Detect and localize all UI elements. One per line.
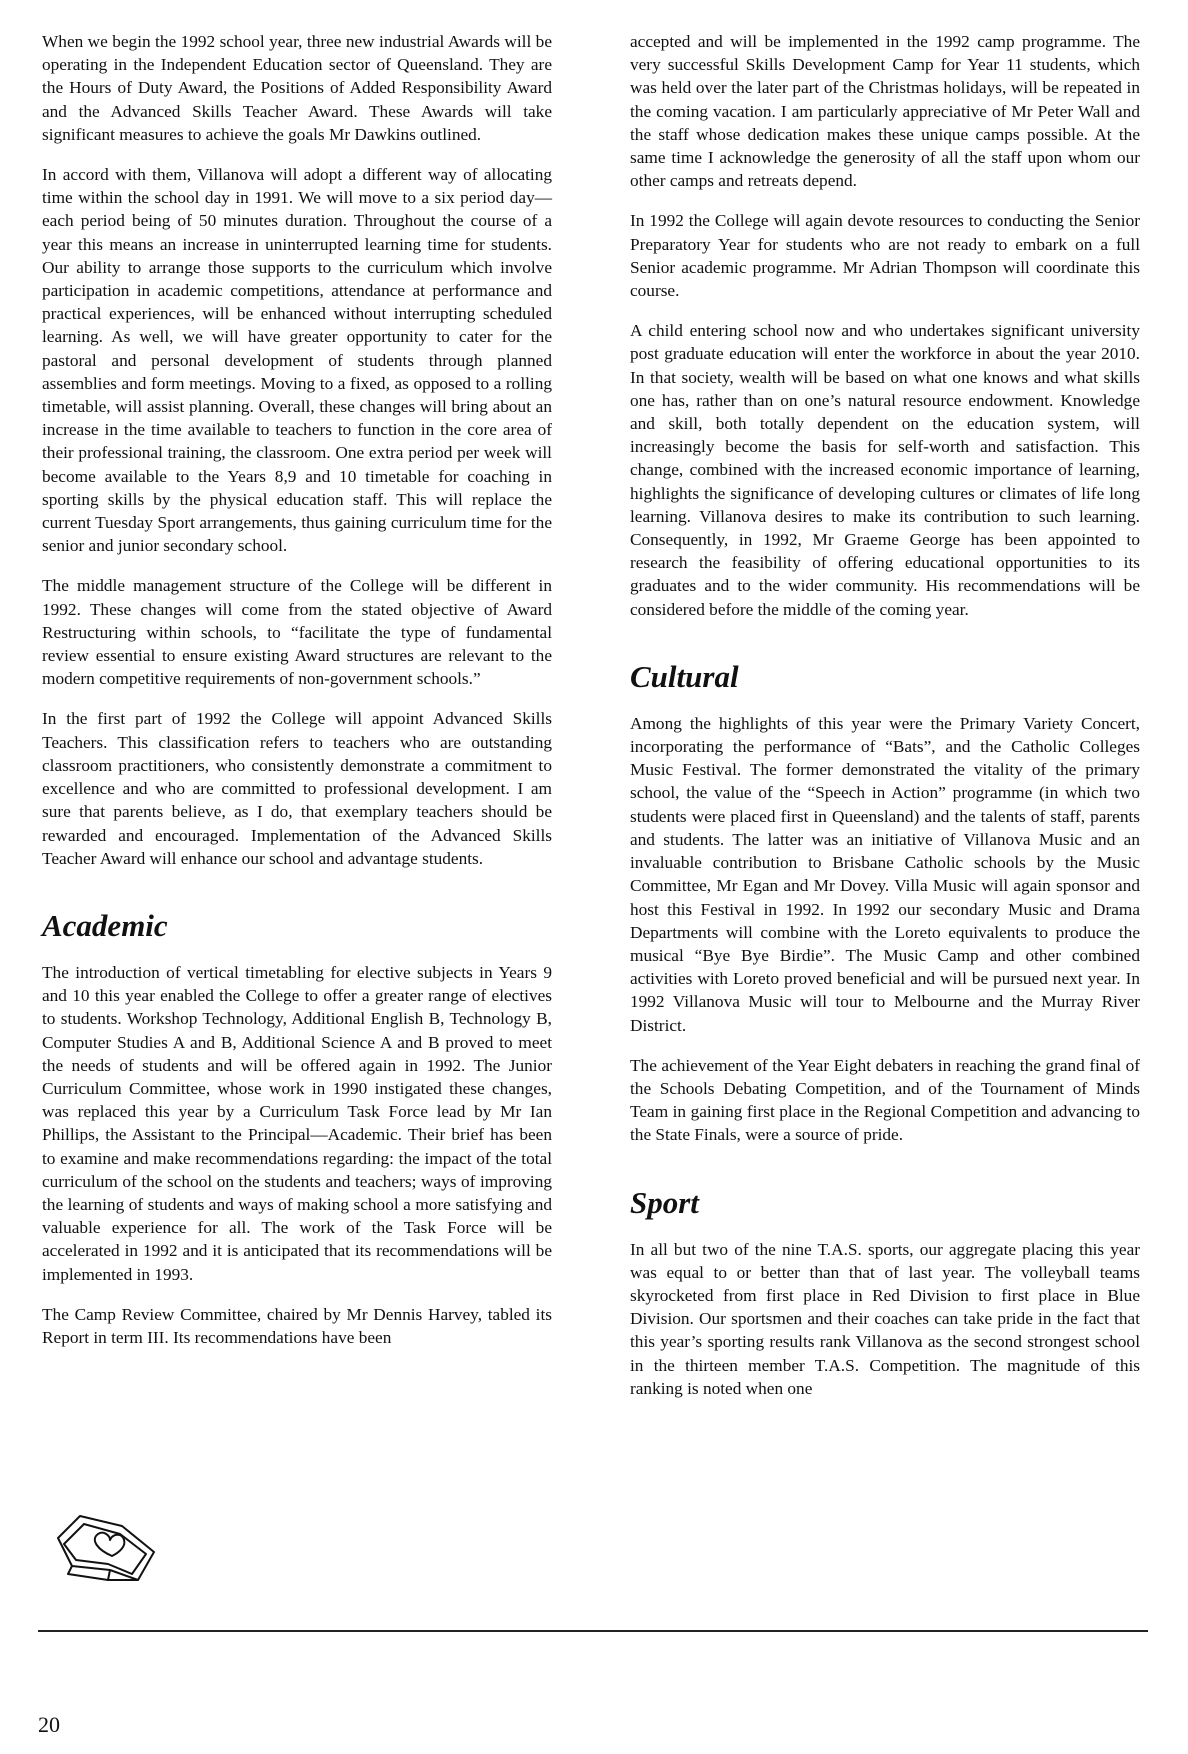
paragraph-advanced-skills: In the first part of 1992 the College will appoint Advanced Skills Teachers. This classification refers to teachers who are outstanding classroom practitioners, who consistently demonstrate a commitment to excellence and who are committed to professional development. I am sure that parents believe, as I do, that exemplary teachers should be rewarded and encouraged. Implementation of the Advanced Skills Teacher Award will enhance our school and advantage students. [42, 709, 552, 868]
paragraph-management: The middle management structure of the College will be different in 1992. These changes will come from the stated objective of Award Restructuring within schools, to “facilitate the type of fundamental review essential to ensure existing Award structures are relevant to the modern competitive requirements of non-government schools.” [42, 576, 552, 689]
paragraph-vertical-timetabling: The introduction of vertical timetabling for elective subjects in Years 9 and 10 this year enabled the College to offer a greater range of electives to students. Workshop Technology, Additional English B, Technology B, Computer Studies A and B, Additional Science A and B proved to meet the needs of students and will be offered again in 1992. The Junior Curriculum Committee, whose work in 1990 instigated these changes, was replaced this year by a Curriculum Task Force lead by Mr Ian Phillips, the Assistant to the Principal—Academic. Their brief has been to examine and make recommendations regarding: the impact of the total curriculum of the school on the students and teachers; ways of improving the learning of students and ways of making school a more satisfying and valuable experience for all. The work of the Task Force will be accelerated in 1992 and it is anticipated that its recommendations will be implemented in 1993. [42, 962, 552, 1284]
right-column [630, 30, 1140, 1417]
cultural-heading: Cultural [630, 658, 739, 694]
paragraph-awards: When we begin the 1992 school year, three new industrial Awards will be operating in the Independent Education sector of Queensland. They are the Hours of Duty Award, the Positions of Added Responsibility Award and the Advanced Skills Teacher Award. These Awards will take significant measures to achieve the goals Mr Dawkins outlined. [42, 32, 552, 144]
sport-heading: Sport [630, 1184, 699, 1220]
paragraph-camp-review: The Camp Review Committee, chaired by Mr Dennis Harvey, tabled its Report in term III. Its recommendations have been [42, 1304, 552, 1347]
paragraph-timetable: In accord with them, Villanova will adopt a different way of allocating time within the school day in 1991. We will move to a six period day—each period being of 50 minutes duration. Throughout the course of a year this means an increase in uninterrupted learning time for students. Our ability to arrange those supports to the curriculum which involve participation in academic competitions, attendance at performance and practical experiences, will be enhanced without interrupting scheduled learning. As well, we will have greater opportunity to cater for the pastoral and personal development of students through planned assemblies and form meetings. Moving to a fixed, as opposed to a rolling timetable, will assist planning. Overall, these changes will bring about an increase in the time available to teachers to function in the core area of their professional training, the classroom. One extra period per week will become available to the Years 8,9 and 10 timetable for coaching in sporting skills by the physical education staff. This will replace the current Tuesday Sport arrangements, thus gaining curriculum time for the senior and junior secondary school. [42, 165, 552, 556]
paragraph-senior-preparatory: In 1992 the College will again devote resources to conducting the Senior Preparatory Year for students who are not ready to embark on a full Senior academic programme. Mr Adrian Thompson will coordinate this course. [630, 211, 1140, 301]
footer-rule [38, 1630, 1148, 1632]
paragraph-camp-programme: accepted and will be implemented in the 1992 camp programme. The very successful Skills Development Camp for Year 11 students, which was held over the later part of the Christmas holidays, will be repeated in the coming vacation. I am particularly appreciative of Mr Peter Wall and the staff whose dedication makes these unique camps possible. At the same time I acknowledge the generosity of all the staff upon whom our other camps and retreats depend. [630, 32, 1140, 191]
left-column [42, 30, 552, 1366]
page-number: 20 [38, 1712, 60, 1737]
academic-heading: Academic [42, 907, 168, 943]
paragraph-tas-sports: In all but two of the nine T.A.S. sports, our aggregate placing this year was equal to or better than that of last year. The volleyball teams skyrocketed from first place in Red Division to first place in Blue Division. Our sportsmen and their coaches can take pride in the fact that this year’s sporting results rank Villanova as the second strongest school in the thirteen member T.A.S. Competition. The magnitude of this ranking is noted when one [630, 1239, 1140, 1398]
paragraph-music: Among the highlights of this year were the Primary Variety Concert, incorporating the performance of “Bats”, and the Catholic Colleges Music Festival. The former demonstrated the vitality of the primary school, the value of the “Speech in Action” programme (in which two students were placed first in Queensland) and the talents of staff, parents and students. The latter was an initiative of Villanova Music and an invaluable contribution to Brisbane Catholic schools by the Music Committee, Mr Egan and Mr Dovey. Villa Music will again sponsor and host this Festival in 1992. In 1992 our secondary Music and Drama Departments will combine with the Loreto equivalents to produce the musical “Bye Bye Birdie”. The Music Camp and other combined activities with Loreto proved beneficial and will be pursued next year. In 1992 Villanova Music will tour to Melbourne and the Murray River District. [630, 713, 1140, 1035]
book-heart-icon [50, 1508, 160, 1588]
paragraph-lifelong-learning: A child entering school now and who undertakes significant university post graduate education will enter the workforce in about the year 2010. In that society, wealth will be based on what one knows and what skills one has, rather than on one’s natural resource endowment. Knowledge and skill, both totally dependent on the education system, will increasingly become the basis for self-worth and satisfaction. This change, combined with the increased economic importance of learning, highlights the significance of developing cultures or climates of life long learning. Villanova desires to make its contribution to such learning. Consequently, in 1992, Mr Graeme George has been appointed to research the feasibility of offering educational opportunities to its graduates and to the wider community. His recommendations will be considered before the middle of the coming year. [630, 321, 1140, 619]
paragraph-debating: The achievement of the Year Eight debaters in reaching the grand final of the Schools Debating Competition, and of the Tournament of Minds Team in gaining first place in the Regional Competition and advancing to the State Finals, were a source of pride. [630, 1055, 1140, 1145]
